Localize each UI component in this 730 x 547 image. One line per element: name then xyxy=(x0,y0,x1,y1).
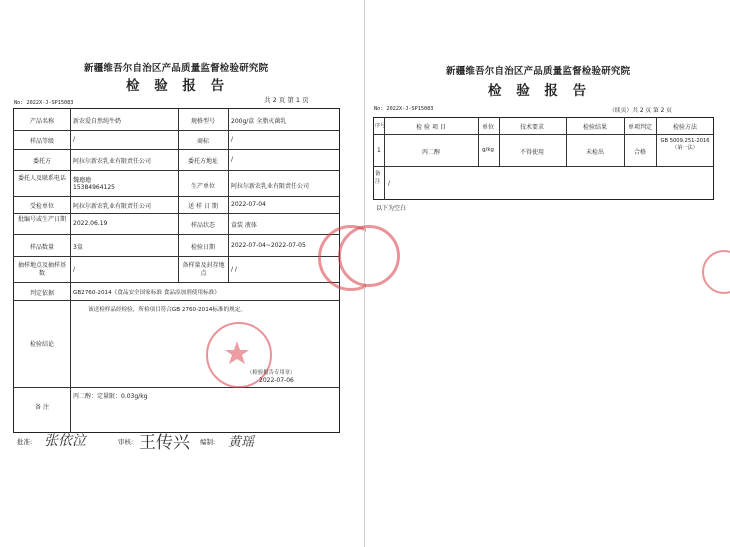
row-result: 未检出 xyxy=(585,149,605,156)
label-producer: 生产单位 xyxy=(190,183,216,190)
value-test-date: 2022-07-04~2022-07-05 xyxy=(231,242,306,249)
label-conclusion: 检验结论 xyxy=(29,341,55,348)
header-requirement: 技术要求 xyxy=(519,124,545,131)
header-method: 检验方法 xyxy=(672,124,698,131)
label-test-date: 检验日期 xyxy=(190,244,216,251)
report-page-2 xyxy=(366,0,730,547)
remark-value-2: / xyxy=(388,180,391,187)
header-unit: 单位 xyxy=(481,124,495,131)
value-producer: 阿拉尔新农乳业有限责任公司 xyxy=(231,183,310,190)
prepare-signature: 黄瑶 xyxy=(228,435,255,450)
value-client: 阿拉尔新农乳业有限责任公司 xyxy=(73,158,152,165)
label-spec: 规格型号 xyxy=(190,118,216,125)
label-delivery-date: 送 样 日 期 xyxy=(188,203,218,210)
value-client-address: / xyxy=(231,156,234,163)
label-backup: 备样量及封存地点 xyxy=(182,262,225,277)
header-judgement: 单项判定 xyxy=(627,124,653,131)
row-requirement: 不得使用 xyxy=(519,149,545,156)
report-page-1 xyxy=(0,0,364,547)
label-sample-qty: 样品数量 xyxy=(29,244,55,251)
header-item: 检 验 项 目 xyxy=(416,124,446,131)
report-title: 检 验 报 告 xyxy=(126,78,230,94)
review-label: 审核: xyxy=(118,438,134,446)
institute-name: 新疆维吾尔自治区产品质量监督检验研究院 xyxy=(84,63,269,74)
report-title-2: 检 验 报 告 xyxy=(488,83,592,99)
edge-seal-2 xyxy=(338,225,400,287)
label-client-address: 委托方地址 xyxy=(187,158,219,165)
review-signature: 王传兴 xyxy=(139,433,190,453)
label-batch: 批编号或生产日期 xyxy=(17,216,66,223)
label-basis: 判定依据 xyxy=(29,290,55,297)
label-sample-state: 样品状态 xyxy=(190,222,216,229)
page-info-2: （续页）共 2 页 第 2 页 xyxy=(609,108,672,114)
header-result: 检验结果 xyxy=(582,124,608,131)
label-contact: 委托人及联系电话 xyxy=(17,175,66,182)
value-delivery-date: 2022-07-04 xyxy=(231,201,266,208)
institute-name-2: 新疆维吾尔自治区产品质量监督检验研究院 xyxy=(446,66,631,77)
value-basis: GB2760-2014《食品安全国家标准 食品添加剂使用标准》 xyxy=(73,290,220,296)
label-remark: 备 注 xyxy=(35,404,49,411)
label-trademark: 商标 xyxy=(196,138,210,145)
header-no: 序号 xyxy=(375,123,386,129)
end-note: 以下为空白 xyxy=(376,205,407,212)
value-backup: / / xyxy=(231,266,237,273)
label-client: 委托方 xyxy=(32,158,52,165)
label-inspected-unit: 受检单位 xyxy=(29,203,55,210)
value-batch: 2022.06.19 xyxy=(73,220,108,227)
value-sample-qty: 3盒 xyxy=(73,244,83,251)
prepare-label: 编制: xyxy=(200,438,216,446)
label-product-name: 产品名称 xyxy=(29,118,55,125)
row-method: GB 5009.251-2016（第一法） xyxy=(660,138,710,151)
value-inspected-unit: 阿拉尔新农乳业有限责任公司 xyxy=(73,203,152,210)
label-sampling-place: 抽样地点及抽样基数 xyxy=(17,262,66,277)
report-number-2: No: 2022X-J-SP15083 xyxy=(374,106,434,112)
edge-seal-3 xyxy=(702,250,730,294)
value-spec: 200g/盒 全脂灭菌乳 xyxy=(231,118,287,125)
value-contact-phone: 15384964125 xyxy=(73,184,115,191)
value-sampling-place: / xyxy=(73,266,76,273)
remark-label-2: 备注 xyxy=(375,171,381,185)
value-trademark: / xyxy=(231,136,234,143)
value-sample-state: 盒装 液体 xyxy=(231,222,257,229)
value-product-name: 新农爱自然纯牛奶 xyxy=(73,118,122,125)
row-no: 1 xyxy=(377,147,381,154)
page-info: 共 2 页 第 1 页 xyxy=(264,96,309,104)
value-conclusion: 该送检样品经检验，所检项目符合GB 2760-2014标准的规定。 xyxy=(88,307,246,313)
approve-label: 批准: xyxy=(17,438,33,446)
label-sample-grade: 样品等级 xyxy=(29,138,55,145)
row-judgement: 合格 xyxy=(633,149,647,156)
row-unit: g/kg xyxy=(482,147,494,153)
row-item: 丙二醇 xyxy=(421,149,441,156)
report-number: No: 2022X-J-SP15083 xyxy=(14,100,74,106)
value-contact-name: 魏璁璁 xyxy=(73,177,92,184)
approve-signature: 张依泣 xyxy=(44,433,86,449)
value-remark: 丙二醇：定量限：0.03g/kg xyxy=(73,393,148,400)
stamp-note: （检验报告专用章） xyxy=(247,370,296,376)
issue-date: 2022-07-06 xyxy=(259,377,294,384)
value-sample-grade: / xyxy=(73,136,76,143)
